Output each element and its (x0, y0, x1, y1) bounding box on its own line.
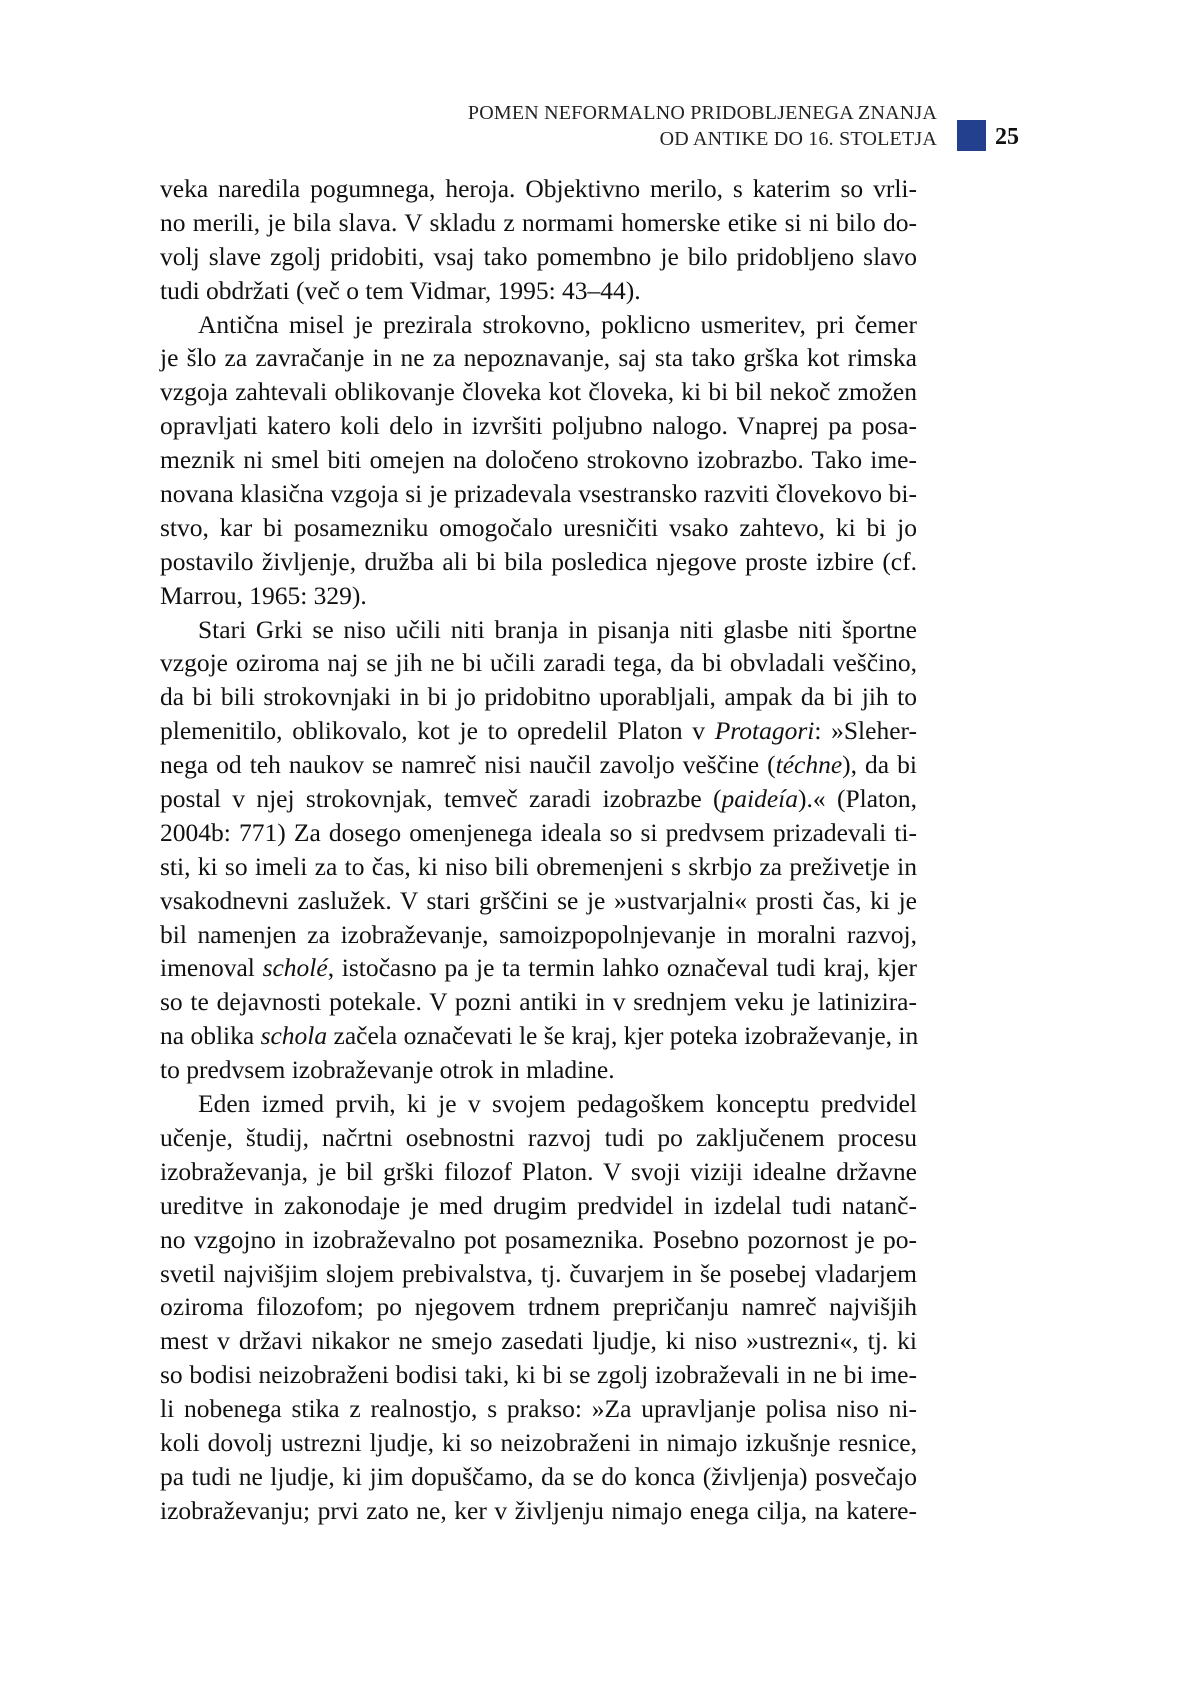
text-segment: no vzgojno in izobraževalno pot posameznika. Posebno pozornost je po- (160, 1224, 917, 1254)
text-line (160, 1392, 917, 1426)
text-segment: na oblika (160, 1021, 261, 1051)
paragraph (160, 1087, 917, 1528)
running-head (468, 100, 937, 152)
text-line (160, 274, 917, 308)
text-line (160, 477, 917, 511)
text-line (160, 1189, 917, 1223)
text-segment: Marrou, 1965: 329). (160, 580, 367, 610)
text-line (160, 511, 917, 545)
italic-term: téchne (775, 750, 843, 780)
text-line (160, 816, 917, 850)
text-line (160, 646, 917, 680)
text-segment: nega od teh naukov se namreč nisi naučil zavoljo veščine ( (160, 750, 776, 780)
text-segment: vzgoja zahtevali oblikovanje človeka kot človeka, ki bi bil nekoč zmožen (160, 377, 917, 407)
text-line (160, 1155, 917, 1189)
text-line (160, 1019, 917, 1053)
text-segment: mest v državi nikakor ne smejo zasedati ljudje, ki niso »ustrezni«, tj. ki (160, 1326, 917, 1356)
text-segment: stvo, kar bi posamezniku omogočalo uresničiti vsako zahtevo, ki bi jo (160, 512, 917, 542)
text-line (160, 443, 917, 477)
text-line (160, 579, 917, 613)
text-segment: začela označevati le še kraj, kjer poteka izobraževanje, in (327, 1021, 919, 1051)
text-line (160, 714, 917, 748)
italic-term: scholé (262, 953, 328, 983)
running-title-line-1: POMEN NEFORMALNO PRIDOBLJENEGA ZNANJA (467, 102, 937, 124)
text-line (160, 240, 917, 274)
text-segment: koli dovolj ustrezni ljudje, ki so neizobraženi in nimajo izkušnje resnice, (160, 1427, 917, 1457)
text-segment: 2004b: 771) Za dosego omenjenega ideala so si predvsem prizadevali ti- (160, 817, 917, 847)
text-line (160, 1494, 917, 1528)
text-line (160, 748, 917, 782)
text-segment: meznik ni smel biti omejen na določeno strokovno izobrazbo. Tako ime- (160, 445, 917, 475)
text-segment: ).« (Platon, (798, 784, 918, 814)
running-title-line-2: OD ANTIKE DO 16. STOLETJA (659, 128, 937, 150)
text-segment: li nobenega stika z realnostjo, s prakso: »Za upravljanje polisa niso ni- (160, 1394, 917, 1424)
page-number: 25 (995, 124, 1019, 150)
text-line (160, 341, 917, 375)
text-line (160, 1257, 917, 1291)
italic-term: schola (260, 1021, 328, 1051)
text-segment: da bi bili strokovnjaki in bi jo pridobitno uporabljali, ampak da bi jih to (160, 682, 917, 712)
body-text (160, 172, 917, 1528)
text-segment: postal v njej strokovnjak, temveč zaradi izobrazbe ( (160, 784, 722, 814)
text-segment: ureditve in zakonodaje je med drugim predvidel in izdelal tudi natanč- (160, 1190, 917, 1220)
text-segment: je šlo za zavračanje in ne za nepoznavanje, saj sta tako grška kot rimska (160, 343, 917, 373)
text-line (160, 1324, 917, 1358)
paragraph (160, 172, 917, 308)
text-line (160, 409, 917, 443)
text-line (160, 782, 917, 816)
text-segment: vzgoje oziroma naj se jih ne bi učili zaradi tega, da bi obvladali veščino, (160, 648, 917, 678)
text-line (160, 1121, 917, 1155)
text-segment: novana klasična vzgoja si je prizadevala vsestransko razviti človekovo bi- (160, 479, 917, 509)
text-line (160, 1426, 917, 1460)
text-segment: plemenitilo, oblikovalo, kot je to opredelil Platon v (160, 716, 715, 746)
text-segment: so bodisi neizobraženi bodisi taki, ki bi se zgolj izobraževali in ne bi ime- (160, 1360, 917, 1390)
text-segment: opravljati katero koli delo in izvršiti poljubno nalogo. Vnaprej pa posa- (160, 411, 917, 441)
text-line (160, 1223, 917, 1257)
text-segment: so te dejavnosti potekale. V pozni antiki in v srednjem veku je latinizira- (160, 987, 917, 1017)
text-line (160, 985, 917, 1019)
text-segment: učenje, študij, načrtni osebnostni razvoj tudi po zaključenem procesu (160, 1122, 917, 1152)
italic-term: paideía (721, 784, 799, 814)
text-segment: to predvsem izobraževanje otrok in mladine. (160, 1055, 615, 1085)
text-line (160, 375, 917, 409)
text-segment: Antična misel je prezirala strokovno, poklicno usmeritev, pri čemer (198, 309, 917, 339)
chapter-marker-square-icon (957, 120, 986, 151)
text-segment: veka naredila pogumnega, heroja. Objektivno merilo, s katerim so vrli- (160, 174, 917, 203)
text-line (160, 1087, 917, 1121)
text-line (160, 850, 917, 884)
text-segment: Stari Grki se niso učili niti branja in pisanja niti glasbe niti športne (198, 614, 917, 644)
text-segment: izobraževanju; prvi zato ne, ker v življenju nimajo enega cilja, na katere- (160, 1495, 917, 1525)
text-segment: : »Sleher- (814, 716, 917, 746)
text-segment: oziroma filozofom; po njegovem trdnem prepričanju namreč najvišjih (160, 1292, 917, 1322)
text-line (160, 1053, 917, 1087)
text-line (160, 918, 917, 952)
text-line (160, 1358, 917, 1392)
text-segment: postavilo življenje, družba ali bi bila posledica njegove proste izbire (cf. (160, 546, 917, 576)
text-segment: bil namenjen za izobraževanje, samoizpopolnjevanje in moralni razvoj, (160, 919, 917, 949)
text-segment: no merili, je bila slava. V skladu z normami homerske etike si ni bilo do- (160, 207, 917, 237)
text-line (160, 172, 917, 206)
text-segment: vsakodnevni zaslužek. V stari grščini se je »ustvarjalni« prosti čas, ki je (160, 885, 917, 915)
text-line (160, 206, 917, 240)
paragraph (160, 613, 917, 1087)
text-line (160, 680, 917, 714)
text-line (160, 308, 917, 342)
text-line (160, 1290, 917, 1324)
text-segment: , istočasno pa je ta termin lahko označeval tudi kraj, kjer (327, 953, 917, 983)
italic-term: Protagori (714, 716, 815, 746)
text-segment: imenoval (160, 953, 263, 983)
text-line (160, 545, 917, 579)
text-segment: izobraževanja, je bil grški filozof Platon. V svoji viziji idealne državne (160, 1156, 917, 1186)
paragraph (160, 308, 917, 613)
text-segment: pa tudi ne ljudje, ki jim dopuščamo, da se do konca (življenja) posvečajo (160, 1461, 917, 1491)
text-line (160, 951, 917, 985)
text-line (160, 1460, 917, 1494)
text-segment: Eden izmed prvih, ki je v svojem pedagoškem konceptu predvidel (198, 1089, 917, 1119)
text-segment: ), da bi (842, 750, 917, 780)
text-segment: svetil najvišjim slojem prebivalstva, tj. čuvarjem in še posebej vladarjem (160, 1258, 917, 1288)
text-line (160, 613, 917, 647)
text-segment: volj slave zgolj pridobiti, vsaj tako pomembno je bilo pridobljeno slavo (160, 241, 917, 271)
text-line (160, 884, 917, 918)
text-segment: tudi obdržati (več o tem Vidmar, 1995: 43–44). (160, 275, 641, 305)
text-segment: sti, ki so imeli za to čas, ki niso bili obremenjeni s skrbjo za preživetje in (160, 851, 917, 881)
